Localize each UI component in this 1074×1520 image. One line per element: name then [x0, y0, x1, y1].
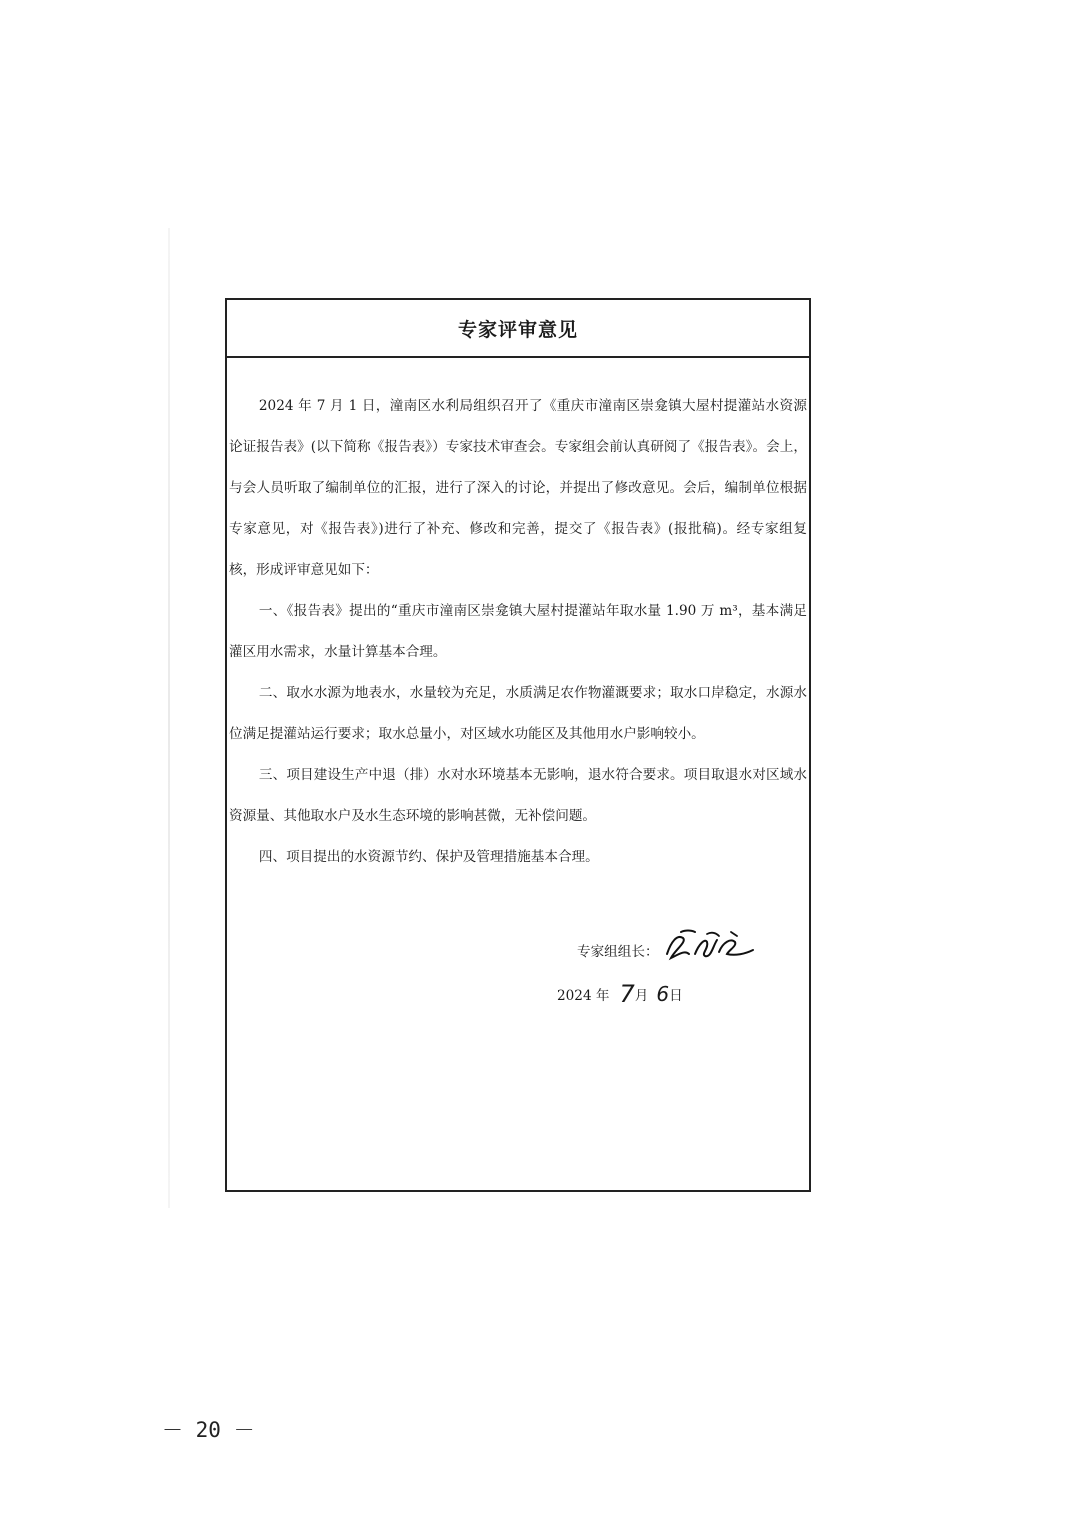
paragraph-opinion-2: 二、取水水源为地表水，水量较为充足，水质满足农作物灌溉要求；取水口岸稳定，水源水位满足提灌站运行要求；取水总量小，对区域水功能区及其他用水户影响较小。 [229, 685, 807, 742]
paragraph-intro: 2024 年 7 月 1 日，潼南区水利局组织召开了《重庆市潼南区崇龛镇大屋村提灌站水资源论证报告表》(以下简称《报告表》）专家技术审查会。专家组会前认真研阅了《报告表》。会上，与会人员听取了编制单位的汇报，进行了深入的讨论，并提出了修改意见。会后，编制单位根据专家意见，对《报告表》)进行了补充、修改和完善，提交了《报告表》(报批稿)。经专家组复核，形成评审意见如下： [229, 398, 807, 578]
review-title: 专家评审意见 [227, 300, 809, 358]
expert-review-box [225, 298, 811, 1192]
date-day-handwritten: 6 [656, 982, 670, 1006]
signature-date [557, 964, 807, 1006]
date-day-unit: 日 [669, 988, 683, 1004]
date-month-handwritten: 7 [619, 980, 635, 1008]
signature-row [577, 924, 807, 964]
date-month-unit: 月 [634, 988, 649, 1004]
signature-block [557, 924, 807, 1008]
paragraph-opinion-4: 四、项目提出的水资源节约、保护及管理措施基本合理。 [258, 849, 599, 865]
scan-edge [168, 228, 170, 1208]
review-body [227, 358, 809, 878]
signature-label: 专家组组长： [577, 944, 659, 960]
page-number: － 20 － [162, 1418, 255, 1442]
handwritten-signature [661, 924, 757, 964]
paragraph-opinion-1: 一、《报告表》提出的“重庆市潼南区崇龛镇大屋村提灌站年取水量 1.90 万 m³，基本满足灌区用水需求，水量计算基本合理。 [229, 603, 807, 660]
date-year: 2024 年 [557, 988, 610, 1004]
paragraph-opinion-3: 三、项目建设生产中退（排）水对水环境基本无影响，退水符合要求。项目取退水对区域水资源量、其他取水户及水生态环境的影响甚微，无补偿问题。 [229, 767, 807, 824]
